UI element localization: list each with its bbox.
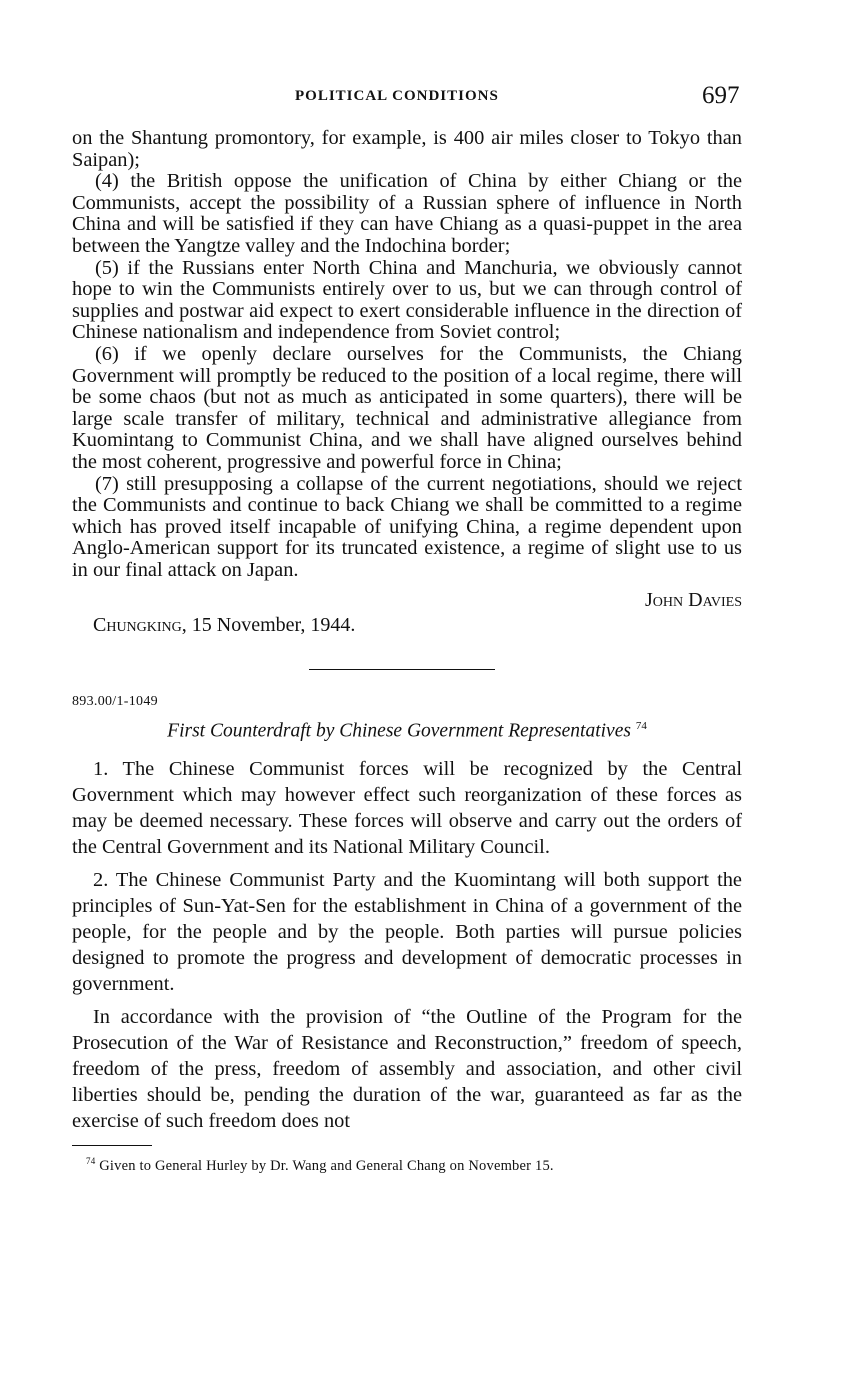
dateline — [72, 614, 742, 637]
counterdraft-paragraph-1: 1. The Chinese Communist forces will be recognized by the Central Government which may however effect such reorganization of these forces as may be deemed necessary. These forces will observe and carry out the orders of the Central Government and its National Military Council. — [72, 757, 742, 858]
document-title — [72, 720, 742, 743]
counterdraft-text — [72, 756, 742, 1134]
counterdraft-paragraph-3: In accordance with the provision of “the Outline of the Program for the Prosecution of the War of Resistance and Reconstruction,” freedom of speech, freedom of the press, freedom of assembly and association, and other civil liberties should be, pending the duration of the war, guaranteed as far as the exercise of such freedom does not — [72, 1005, 742, 1132]
file-number: 893.00/1-1049 — [72, 694, 158, 710]
memo-item-5: (5) if the Russians enter North China and Manchuria, we obviously cannot hope to win the Communists entirely over to us, but we can through control of supplies and postwar aid expect to exert considerable influence in the direction of Chinese nationalism and independence from Soviet control; — [72, 256, 742, 344]
memo-item-4: (4) the British oppose the unification of China by either Chiang or the Communists, accept the possibility of a Russian sphere of influence in North China and will be satisfied if they can have Chiang as a quasi-puppet in the area between the Yangtze valley and the Indochina border; — [72, 170, 742, 257]
footnote-reference: 74 — [635, 720, 647, 733]
section-divider — [309, 669, 495, 670]
dateline-place: Chungking — [93, 614, 182, 637]
page-number: 697 — [702, 82, 740, 109]
footnote-number: 74 — [86, 1155, 96, 1166]
footnote — [72, 1156, 742, 1175]
page-header — [0, 82, 856, 116]
memo-item-7: (7) still presupposing a collapse of the current negotiations, should we reject the Communists and continue to back Chiang we shall be committed to a regime which has proved itself incapable of unifying China, a regime dependent upon Anglo-American support for its truncated existence, a regime of slight use to us in our final attack on Japan. — [72, 472, 742, 581]
dateline-date: , 15 November, 1944. — [181, 614, 356, 637]
page-body — [72, 128, 742, 1175]
running-head: POLITICAL CONDITIONS — [295, 88, 499, 104]
counterdraft-paragraph-2: 2. The Chinese Communist Party and the Kuomintang will both support the principles of Sun-Yat-Sen for the establishment in China of a government of the people, for the people and by the people. Both parties will pursue policies designed to promote the progress and development of democratic processes in government. — [72, 868, 742, 995]
memo-item-6: (6) if we openly declare ourselves for the Communists, the Chiang Government will promptly be reduced to the position of a local regime, there will be some chaos (but not as much as anticipated in some quarters), there will be large scale transfer of military, technical and administrative allegiance from Kuomintang to Communist China, and we shall have aligned ourselves behind the most coherent, progressive and powerful force in China; — [72, 342, 742, 473]
footnote-rule — [72, 1145, 152, 1146]
footnote-text: Given to General Hurley by Dr. Wang and General Chang on November 15. — [99, 1157, 554, 1174]
continued-memo — [72, 128, 742, 581]
signature: John Davies — [645, 589, 742, 612]
document-title-text: First Counterdraft by Chinese Government Representatives — [167, 720, 631, 742]
memo-lead-text: on the Shantung promontory, for example, is 400 air miles closer to Tokyo than Saipan); — [72, 127, 742, 171]
